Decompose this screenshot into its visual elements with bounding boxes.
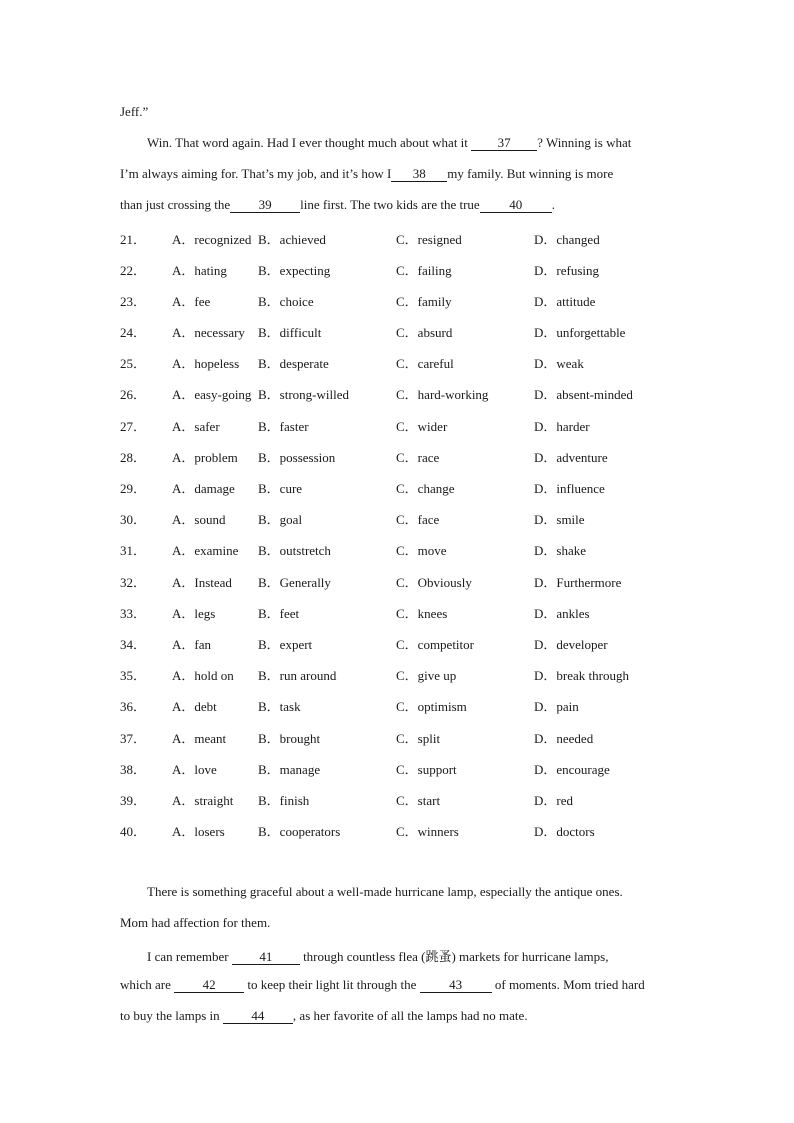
- option-c: C．face: [396, 512, 440, 527]
- question-item: [120, 291, 680, 309]
- question-item: [120, 634, 680, 652]
- option-b: B．goal: [258, 512, 303, 527]
- option-d: D．smile: [534, 512, 585, 527]
- question-number: 26．: [120, 387, 147, 402]
- option-c: C．change: [396, 481, 455, 496]
- passage-line: [120, 166, 613, 182]
- question-number: 37．: [120, 731, 147, 746]
- question-item: [120, 696, 680, 714]
- answer-blank: 44: [223, 1009, 293, 1024]
- question-number: 25．: [120, 356, 147, 371]
- option-b: B．brought: [258, 731, 321, 746]
- option-a: A．fan: [172, 637, 211, 652]
- option-a: A．legs: [172, 606, 216, 621]
- question-item: [120, 447, 680, 465]
- passage-text: to buy the lamps in: [120, 1008, 223, 1023]
- option-c: C．resigned: [396, 232, 462, 247]
- option-c: C．start: [396, 793, 441, 808]
- option-a: A．Instead: [172, 575, 232, 590]
- passage-text: line first. The two kids are the true: [300, 197, 480, 212]
- answer-blank: 38: [391, 167, 447, 182]
- option-c: C．Obviously: [396, 575, 472, 590]
- question-number: 24．: [120, 325, 147, 340]
- question-item: [120, 572, 680, 590]
- answer-blank: 42: [174, 978, 244, 993]
- option-b: B．task: [258, 699, 301, 714]
- option-b: B．cure: [258, 481, 303, 496]
- passage-text: .: [551, 197, 555, 212]
- passage-text: my family. But winning is more: [447, 166, 614, 181]
- question-item: [120, 478, 680, 496]
- option-a: A．problem: [172, 450, 238, 465]
- option-c: C．failing: [396, 263, 452, 278]
- option-a: A．meant: [172, 731, 227, 746]
- option-d: D．doctors: [534, 824, 595, 839]
- option-c: C．split: [396, 731, 441, 746]
- question-item: [120, 728, 680, 746]
- question-number: 38．: [120, 762, 147, 777]
- question-item: [120, 416, 680, 434]
- option-b: B．expert: [258, 637, 313, 652]
- question-number: 34．: [120, 637, 147, 652]
- option-d: D．break through: [534, 668, 629, 683]
- option-b: B．Generally: [258, 575, 331, 590]
- question-number: 22．: [120, 263, 147, 278]
- option-d: D．harder: [534, 419, 590, 434]
- option-d: D．influence: [534, 481, 605, 496]
- option-a: A．straight: [172, 793, 234, 808]
- passage-line: [120, 977, 645, 993]
- option-d: D．Furthermore: [534, 575, 622, 590]
- option-c: C．family: [396, 294, 452, 309]
- question-item: [120, 540, 680, 558]
- option-a: A．debt: [172, 699, 217, 714]
- question-number: 40．: [120, 824, 147, 839]
- question-item: [120, 353, 680, 371]
- question-number: 28．: [120, 450, 147, 465]
- option-d: D．attitude: [534, 294, 596, 309]
- answer-blank: 41: [232, 950, 300, 965]
- question-item: [120, 509, 680, 527]
- option-b: B．cooperators: [258, 824, 341, 839]
- answer-blank: 37: [471, 136, 537, 151]
- option-b: B．outstretch: [258, 543, 331, 558]
- option-d: D．absent-minded: [534, 387, 633, 402]
- question-item: [120, 665, 680, 683]
- question-number: 29．: [120, 481, 147, 496]
- passage-line: [147, 884, 623, 900]
- option-c: C．race: [396, 450, 440, 465]
- passage-text: I’m always aiming for. That’s my job, and it’s how I: [120, 166, 392, 181]
- question-number: 35．: [120, 668, 147, 683]
- question-number: 36．: [120, 699, 147, 714]
- question-number: 39．: [120, 793, 147, 808]
- option-b: B．feet: [258, 606, 300, 621]
- option-c: C．wider: [396, 419, 448, 434]
- passage-text: which are: [120, 977, 175, 992]
- option-c: C．winners: [396, 824, 459, 839]
- question-item: [120, 790, 680, 808]
- option-d: D．changed: [534, 232, 600, 247]
- passage-text: I can remember: [147, 949, 232, 964]
- question-item: [120, 229, 680, 247]
- question-number: 21．: [120, 232, 147, 247]
- option-a: A．love: [172, 762, 217, 777]
- question-item: [120, 260, 680, 278]
- question-number: 32．: [120, 575, 147, 590]
- option-a: A．damage: [172, 481, 235, 496]
- option-b: B．manage: [258, 762, 321, 777]
- option-d: D．ankles: [534, 606, 590, 621]
- passage-line: [120, 104, 148, 120]
- option-d: D．red: [534, 793, 573, 808]
- passage-text: There is something graceful about a well-made hurricane lamp, especially the antique ones.: [147, 884, 623, 899]
- option-d: D．needed: [534, 731, 594, 746]
- option-c: C．careful: [396, 356, 454, 371]
- passage-text: to keep their light lit through the: [244, 977, 420, 992]
- option-c: C．give up: [396, 668, 457, 683]
- passage-text: Mom had affection for them.: [120, 915, 271, 930]
- option-c: C．optimism: [396, 699, 467, 714]
- option-d: D．unforgettable: [534, 325, 626, 340]
- option-a: A．hopeless: [172, 356, 240, 371]
- question-item: [120, 759, 680, 777]
- passage-line: [120, 197, 555, 213]
- question-number: 33．: [120, 606, 147, 621]
- option-c: C．move: [396, 543, 447, 558]
- option-b: B．possession: [258, 450, 336, 465]
- passage-line: [147, 946, 608, 965]
- option-c: C．support: [396, 762, 457, 777]
- option-a: A．losers: [172, 824, 225, 839]
- passage-text: ? Winning is what: [537, 135, 632, 150]
- passage-text: of moments. Mom tried hard: [491, 977, 645, 992]
- passage-text: Win. That word again. Had I ever thought much about what it: [147, 135, 472, 150]
- option-b: B．strong-willed: [258, 387, 349, 402]
- passage-text: than just crossing the: [120, 197, 231, 212]
- option-a: A．sound: [172, 512, 226, 527]
- option-b: B．finish: [258, 793, 310, 808]
- answer-blank: 39: [230, 198, 300, 213]
- option-d: D．adventure: [534, 450, 608, 465]
- option-b: B．expecting: [258, 263, 331, 278]
- option-b: B．desperate: [258, 356, 329, 371]
- option-a: A．necessary: [172, 325, 245, 340]
- passage-text: , as her favorite of all the lamps had no mate.: [292, 1008, 528, 1023]
- question-number: 31．: [120, 543, 147, 558]
- option-a: A．fee: [172, 294, 211, 309]
- option-c: C．knees: [396, 606, 448, 621]
- question-item: [120, 821, 680, 839]
- option-a: A．safer: [172, 419, 220, 434]
- option-b: B．choice: [258, 294, 314, 309]
- passage-line: [147, 135, 631, 151]
- option-d: D．weak: [534, 356, 584, 371]
- question-number: 27．: [120, 419, 147, 434]
- option-d: D．developer: [534, 637, 608, 652]
- passage-text: Jeff.”: [120, 104, 149, 119]
- question-item: [120, 322, 680, 340]
- option-a: A．hating: [172, 263, 227, 278]
- option-a: A．easy-going: [172, 387, 252, 402]
- option-d: D．refusing: [534, 263, 599, 278]
- option-d: D．pain: [534, 699, 579, 714]
- passage-line: [120, 1008, 528, 1024]
- option-a: A．examine: [172, 543, 239, 558]
- option-b: B．achieved: [258, 232, 326, 247]
- question-item: [120, 384, 680, 402]
- passage-text: through countless flea (跳蚤) markets for hurricane lamps,: [299, 949, 609, 964]
- option-b: B．difficult: [258, 325, 322, 340]
- answer-blank: 43: [420, 978, 492, 993]
- passage-line: [120, 915, 270, 931]
- option-c: C．absurd: [396, 325, 453, 340]
- question-number: 23．: [120, 294, 147, 309]
- option-d: D．encourage: [534, 762, 610, 777]
- question-number: 30．: [120, 512, 147, 527]
- answer-blank: 40: [480, 198, 552, 213]
- option-a: A．recognized: [172, 232, 252, 247]
- option-d: D．shake: [534, 543, 586, 558]
- option-c: C．hard-working: [396, 387, 489, 402]
- question-item: [120, 603, 680, 621]
- option-b: B．faster: [258, 419, 309, 434]
- option-b: B．run around: [258, 668, 337, 683]
- option-c: C．competitor: [396, 637, 474, 652]
- option-a: A．hold on: [172, 668, 234, 683]
